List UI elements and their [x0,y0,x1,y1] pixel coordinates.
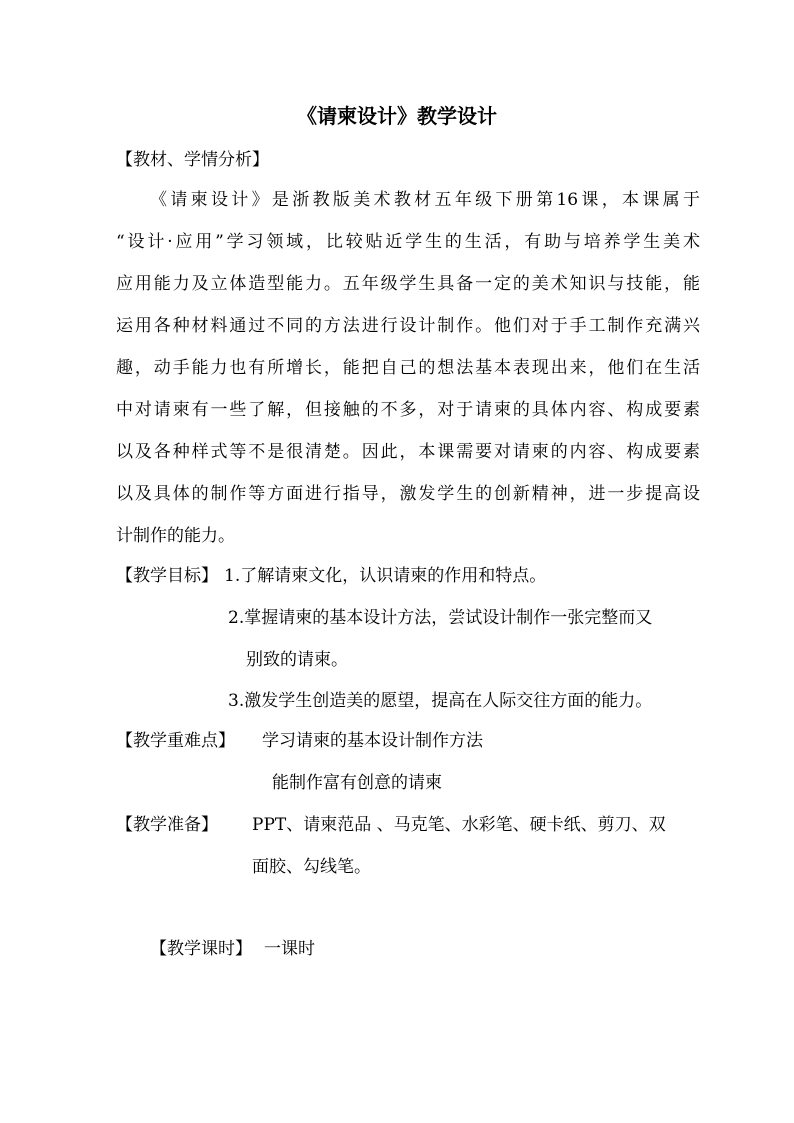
key-points-heading: 【教学重难点】 [116,731,235,751]
analysis-heading: 【教材、学情分析】 [116,150,269,170]
key-point-2: 能制作富有创意的请柬 [272,773,442,793]
analysis-line: 计制作的能力。 [116,526,235,546]
analysis-line: 应用能力及立体造型能力。五年级学生具备一定的美术知识与技能，能 [116,274,700,294]
preparation-line-1: PPT、请柬范品 、马克笔、水彩笔、硬卡纸、剪刀、双 [252,815,666,835]
hours-value: 一课时 [264,939,315,959]
analysis-line: 趣，动手能力也有所增长，能把自己的想法基本表现出来，他们在生活 [116,358,700,378]
preparation-heading: 【教学准备】 [116,815,218,835]
analysis-line: 《请柬设计》是浙教版美术教材五年级下册第16课，本课属于 [150,190,700,210]
analysis-line: 运用各种材料通过不同的方法进行设计制作。他们对于手工制作充满兴 [116,316,700,336]
goal-item-1: 1.了解请柬文化，认识请柬的作用和特点。 [224,566,547,586]
analysis-line: 中对请柬有一些了解，但接触的不多，对于请柬的具体内容、构成要素 [116,400,700,420]
analysis-line: 以及各种样式等不是很清楚。因此，本课需要对请柬的内容、构成要素 [116,442,700,462]
goal-item-2: 2.掌握请柬的基本设计方法，尝试设计制作一张完整而又 [228,608,653,628]
analysis-line: “设计·应用”学习领域，比较贴近学生的生活，有助与培养学生美术 [116,232,700,252]
preparation-line-2: 面胶、勾线笔。 [252,857,371,877]
goal-item-3: 3.激发学生创造美的愿望，提高在人际交往方面的能力。 [228,691,653,711]
key-point-1: 学习请柬的基本设计制作方法 [262,731,483,751]
document-title: 《请柬设计》教学设计 [297,104,497,128]
goal-item-2-continued: 别致的请柬。 [246,650,348,670]
analysis-line: 以及具体的制作等方面进行指导，激发学生的创新精神，进一步提高设 [116,484,700,504]
hours-heading: 【教学课时】 [150,939,252,959]
goals-heading: 【教学目标】 [116,566,218,586]
